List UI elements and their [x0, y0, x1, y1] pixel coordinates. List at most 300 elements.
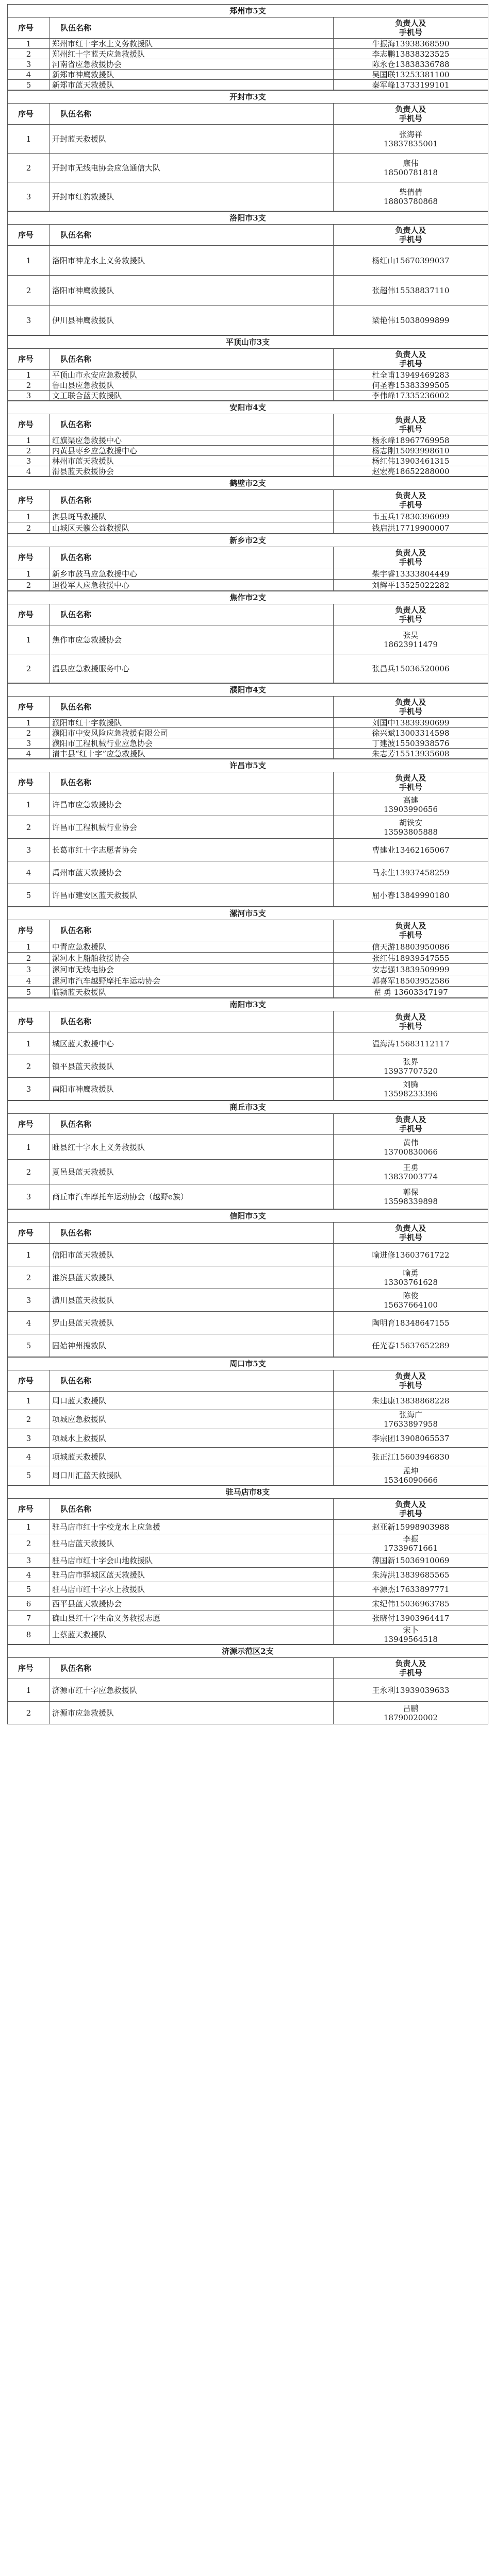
- section-table: [7, 534, 488, 591]
- contact-info: 张正江15603946830: [334, 1448, 488, 1466]
- row-index: 3: [8, 306, 50, 335]
- section-title-row: [8, 759, 488, 772]
- team-name: 伊川县神鹰救援队: [50, 306, 334, 335]
- table-row: [8, 1289, 488, 1312]
- header-index: 序号: [8, 697, 50, 718]
- table-row: [8, 276, 488, 306]
- team-name: 开封市无线电协会应急通信大队: [50, 154, 334, 182]
- team-name: 驻马店蓝天救援队: [50, 1534, 334, 1553]
- section-title: 洛阳市3支: [8, 212, 488, 225]
- row-index: 1: [8, 1520, 50, 1534]
- table-row: [8, 306, 488, 335]
- row-index: 6: [8, 1597, 50, 1611]
- team-name: 平顶山市永安应急救援队: [50, 370, 334, 380]
- table-row: [8, 49, 488, 59]
- table-row: [8, 380, 488, 391]
- row-index: 2: [8, 1266, 50, 1289]
- section-title-row: [8, 336, 488, 349]
- section-title-row: [8, 1486, 488, 1499]
- contact-info: 张晓付13903964417: [334, 1611, 488, 1625]
- row-index: 4: [8, 749, 50, 759]
- header-contact: 负责人及 手机号: [334, 697, 488, 718]
- team-name: 开封市红豹救援队: [50, 182, 334, 211]
- header-contact: 负责人及 手机号: [334, 1499, 488, 1520]
- row-index: 3: [8, 59, 50, 70]
- row-index: 2: [8, 1410, 50, 1429]
- contact-info: 赵宏亮18652288000: [334, 466, 488, 477]
- row-index: 1: [8, 125, 50, 154]
- contact-info: 赵亚新15998903988: [334, 1520, 488, 1534]
- row-index: 4: [8, 1448, 50, 1466]
- contact-info: 柴宇睿13333804449: [334, 568, 488, 580]
- table-row: [8, 182, 488, 211]
- table-row: [8, 1534, 488, 1553]
- team-name: 滑县蓝天救援协会: [50, 466, 334, 477]
- row-index: 2: [8, 654, 50, 683]
- header-contact: 负责人及 手机号: [334, 547, 488, 568]
- contact-info: 曹建业13462165067: [334, 839, 488, 861]
- table-row: [8, 125, 488, 154]
- row-index: 2: [8, 728, 50, 738]
- team-name: 许昌市建安区蓝天救援队: [50, 884, 334, 907]
- header-index: 序号: [8, 1370, 50, 1392]
- header-index: 序号: [8, 104, 50, 125]
- contact-info: 李伟峰17335236002: [334, 391, 488, 401]
- team-name: 河南省应急救援协会: [50, 59, 334, 70]
- contact-info: 康伟 18500781818: [334, 154, 488, 182]
- team-name: 内黄县枣乡应急救援中心: [50, 446, 334, 456]
- table-row: [8, 1568, 488, 1582]
- table-row: [8, 1334, 488, 1357]
- row-index: 5: [8, 1466, 50, 1485]
- contact-info: 温海涛15683112117: [334, 1032, 488, 1055]
- row-index: 4: [8, 70, 50, 80]
- table-row: [8, 1466, 488, 1485]
- header-index: 序号: [8, 1223, 50, 1244]
- section-table: [7, 401, 488, 477]
- header-contact: 负责人及 手机号: [334, 1370, 488, 1392]
- team-name: 驻马店市驿城区蓝天救援队: [50, 1568, 334, 1582]
- section-title: 驻马店市8支: [8, 1486, 488, 1499]
- contact-info: 梁艳伟15038099899: [334, 306, 488, 335]
- row-index: 1: [8, 39, 50, 49]
- header-contact: 负责人及 手机号: [334, 1011, 488, 1032]
- team-name: 漯河水上船舶救援协会: [50, 953, 334, 964]
- header-row: [8, 1370, 488, 1392]
- contact-info: 张界 13937707520: [334, 1055, 488, 1078]
- row-index: 3: [8, 182, 50, 211]
- team-name: 濮阳市中安风险应急救援有限公司: [50, 728, 334, 738]
- row-index: 3: [8, 839, 50, 861]
- team-name: 许昌市应急救援协会: [50, 793, 334, 816]
- section-title: 济源示范区2支: [8, 1645, 488, 1658]
- document-page: [7, 4, 488, 1724]
- contact-info: 牛振海13938368590: [334, 39, 488, 49]
- team-name: 濮阳市红十字救援队: [50, 718, 334, 728]
- table-row: [8, 1184, 488, 1209]
- team-name: 新乡市鼓马应急救援中心: [50, 568, 334, 580]
- row-index: 1: [8, 511, 50, 522]
- team-name: 潢川县蓝天救援队: [50, 1289, 334, 1312]
- header-contact: 负责人及 手机号: [334, 1658, 488, 1679]
- table-row: [8, 625, 488, 654]
- team-name: 淇县斑马救援队: [50, 511, 334, 522]
- team-name: 郑州市红十字水上义务救援队: [50, 39, 334, 49]
- header-row: [8, 1011, 488, 1032]
- team-name: 周口蓝天救援队: [50, 1392, 334, 1410]
- contact-info: 李宗团13908065537: [334, 1429, 488, 1448]
- table-row: [8, 39, 488, 49]
- section-title-row: [8, 212, 488, 225]
- table-row: [8, 1055, 488, 1078]
- row-index: 3: [8, 1184, 50, 1209]
- table-row: [8, 1244, 488, 1266]
- header-contact: 负责人及 手机号: [334, 414, 488, 435]
- header-team: 队伍名称: [50, 1499, 334, 1520]
- table-row: [8, 1312, 488, 1334]
- team-name: 新郑市神鹰救援队: [50, 70, 334, 80]
- table-row: [8, 1032, 488, 1055]
- row-index: 1: [8, 1135, 50, 1160]
- contact-info: 吴国联13253381100: [334, 70, 488, 80]
- table-row: [8, 839, 488, 861]
- contact-info: 胡铁安 13593805888: [334, 816, 488, 839]
- table-row: [8, 70, 488, 80]
- table-row: [8, 749, 488, 759]
- team-name: 项城水上救援队: [50, 1429, 334, 1448]
- header-row: [8, 1114, 488, 1135]
- header-team: 队伍名称: [50, 697, 334, 718]
- table-row: [8, 1078, 488, 1100]
- team-name: 林州市蓝天救援队: [50, 456, 334, 466]
- row-index: 1: [8, 246, 50, 276]
- team-name: 郑州红十字蓝天应急救援队: [50, 49, 334, 59]
- section-title-row: [8, 534, 488, 547]
- contact-info: 丁建波15503938576: [334, 738, 488, 749]
- table-row: [8, 456, 488, 466]
- section-table: [7, 683, 488, 759]
- team-name: 固始神州搜救队: [50, 1334, 334, 1357]
- row-index: 2: [8, 380, 50, 391]
- team-name: 洛阳市神鹰救援队: [50, 276, 334, 306]
- contact-info: 宋纪伟15036963785: [334, 1597, 488, 1611]
- row-index: 2: [8, 1534, 50, 1553]
- team-name: 漯河市无线电协会: [50, 964, 334, 975]
- team-name: 驻马店市红十字会山地救援队: [50, 1553, 334, 1568]
- row-index: 1: [8, 718, 50, 728]
- header-contact: 负责人及 手机号: [334, 1223, 488, 1244]
- team-name: 上蔡蓝天救援队: [50, 1625, 334, 1645]
- row-index: 5: [8, 1334, 50, 1357]
- row-index: 1: [8, 625, 50, 654]
- contact-info: 钱启洪17719900007: [334, 522, 488, 534]
- table-row: [8, 1266, 488, 1289]
- section-title-row: [8, 477, 488, 490]
- row-index: 1: [8, 941, 50, 953]
- section-table: [7, 998, 488, 1100]
- row-index: 7: [8, 1611, 50, 1625]
- header-index: 序号: [8, 18, 50, 39]
- contact-info: 高建 13903990656: [334, 793, 488, 816]
- contact-info: 秦军峰13733199101: [334, 80, 488, 90]
- contact-info: 喻勇 13303761628: [334, 1266, 488, 1289]
- header-row: [8, 604, 488, 625]
- team-name: 中青应急救援队: [50, 941, 334, 953]
- contact-info: 薄国新15036910069: [334, 1553, 488, 1568]
- contact-info: 张海祥 13837835001: [334, 125, 488, 154]
- section-title: 鹤壁市2支: [8, 477, 488, 490]
- row-index: 2: [8, 522, 50, 534]
- table-row: [8, 953, 488, 964]
- table-row: [8, 1702, 488, 1724]
- section-table: [7, 1485, 488, 1645]
- team-name: 鲁山县应急救援队: [50, 380, 334, 391]
- contact-info: 吕鹏 18790020002: [334, 1702, 488, 1724]
- team-name: 退役军人应急救援中心: [50, 580, 334, 591]
- contact-info: 黄伟 13700830066: [334, 1135, 488, 1160]
- row-index: 2: [8, 1160, 50, 1184]
- header-team: 队伍名称: [50, 604, 334, 625]
- header-row: [8, 1223, 488, 1244]
- section-title: 周口市5支: [8, 1358, 488, 1370]
- table-row: [8, 80, 488, 90]
- header-index: 序号: [8, 414, 50, 435]
- team-name: 西平县蓝天救援协会: [50, 1597, 334, 1611]
- table-row: [8, 446, 488, 456]
- contact-info: 刘辉平13525022282: [334, 580, 488, 591]
- row-index: 3: [8, 1078, 50, 1100]
- row-index: 4: [8, 861, 50, 884]
- table-row: [8, 1582, 488, 1597]
- table-row: [8, 435, 488, 446]
- team-name: 夏邑县蓝天救援队: [50, 1160, 334, 1184]
- row-index: 2: [8, 580, 50, 591]
- table-row: [8, 246, 488, 276]
- row-index: 1: [8, 435, 50, 446]
- header-contact: 负责人及 手机号: [334, 104, 488, 125]
- contact-info: 朱志芳15513935608: [334, 749, 488, 759]
- row-index: 5: [8, 884, 50, 907]
- section-title-row: [8, 1210, 488, 1223]
- row-index: 2: [8, 446, 50, 456]
- table-row: [8, 1410, 488, 1429]
- header-contact: 负责人及 手机号: [334, 490, 488, 511]
- contact-info: 杨红伟13903461315: [334, 456, 488, 466]
- row-index: 3: [8, 738, 50, 749]
- table-row: [8, 1160, 488, 1184]
- row-index: 1: [8, 1032, 50, 1055]
- row-index: 1: [8, 370, 50, 380]
- team-name: 驻马店市红十字校龙水上应急援: [50, 1520, 334, 1534]
- header-index: 序号: [8, 490, 50, 511]
- contact-info: 杨红山15670399037: [334, 246, 488, 276]
- header-index: 序号: [8, 1011, 50, 1032]
- row-index: 4: [8, 1568, 50, 1582]
- header-index: 序号: [8, 920, 50, 941]
- team-name: 临颍蓝天救援队: [50, 987, 334, 998]
- table-row: [8, 861, 488, 884]
- section-table: [7, 591, 488, 683]
- team-name: 信阳市蓝天救援队: [50, 1244, 334, 1266]
- row-index: 1: [8, 1392, 50, 1410]
- contact-info: 张海广 17633897958: [334, 1410, 488, 1429]
- header-team: 队伍名称: [50, 547, 334, 568]
- row-index: 1: [8, 1244, 50, 1266]
- table-row: [8, 1553, 488, 1568]
- team-name: 项城应急救援队: [50, 1410, 334, 1429]
- team-name: 洛阳市神龙水上义务救援队: [50, 246, 334, 276]
- table-row: [8, 1448, 488, 1466]
- row-index: 3: [8, 1289, 50, 1312]
- header-index: 序号: [8, 772, 50, 793]
- header-row: [8, 547, 488, 568]
- contact-info: 任光春15637652289: [334, 1334, 488, 1357]
- table-row: [8, 718, 488, 728]
- contact-info: 徐兴斌13003314598: [334, 728, 488, 738]
- section-title: 南阳市3支: [8, 998, 488, 1011]
- section-title-row: [8, 591, 488, 604]
- header-index: 序号: [8, 349, 50, 370]
- header-contact: 负责人及 手机号: [334, 1114, 488, 1135]
- header-team: 队伍名称: [50, 18, 334, 39]
- contact-info: 翟 勇 13603347197: [334, 987, 488, 998]
- header-team: 队伍名称: [50, 920, 334, 941]
- header-row: [8, 18, 488, 39]
- section-title: 焦作市2支: [8, 591, 488, 604]
- row-index: 1: [8, 568, 50, 580]
- table-row: [8, 522, 488, 534]
- row-index: 5: [8, 1582, 50, 1597]
- section-table: [7, 1209, 488, 1357]
- table-row: [8, 738, 488, 749]
- table-row: [8, 154, 488, 182]
- row-index: 2: [8, 816, 50, 839]
- section-table: [7, 90, 488, 211]
- header-team: 队伍名称: [50, 414, 334, 435]
- contact-info: 郭喜军18503952586: [334, 975, 488, 987]
- section-title-row: [8, 684, 488, 697]
- section-table: [7, 477, 488, 534]
- header-row: [8, 1499, 488, 1520]
- team-name: 确山县红十字生命义务救援志愿: [50, 1611, 334, 1625]
- header-team: 队伍名称: [50, 225, 334, 246]
- table-row: [8, 1679, 488, 1702]
- contact-info: 张超伟15538837110: [334, 276, 488, 306]
- header-contact: 负责人及 手机号: [334, 604, 488, 625]
- team-name: 焦作市应急救援协会: [50, 625, 334, 654]
- team-name: 驻马店市红十字水上救援队: [50, 1582, 334, 1597]
- contact-info: 杜全甫13949469283: [334, 370, 488, 380]
- contact-info: 杨志刚15093998610: [334, 446, 488, 456]
- section-table: [7, 1645, 488, 1724]
- table-row: [8, 975, 488, 987]
- header-team: 队伍名称: [50, 772, 334, 793]
- table-row: [8, 1625, 488, 1645]
- team-name: 许昌市工程机械行业协会: [50, 816, 334, 839]
- section-title-row: [8, 1358, 488, 1370]
- header-row: [8, 414, 488, 435]
- table-row: [8, 987, 488, 998]
- table-row: [8, 1135, 488, 1160]
- contact-info: 刘国中13839390699: [334, 718, 488, 728]
- section-title: 商丘市3支: [8, 1101, 488, 1114]
- section-table: [7, 1357, 488, 1485]
- row-index: 2: [8, 49, 50, 59]
- header-team: 队伍名称: [50, 1658, 334, 1679]
- contact-info: 杨永峰18967769958: [334, 435, 488, 446]
- section-table: [7, 211, 488, 335]
- section-table: [7, 907, 488, 998]
- section-title-row: [8, 5, 488, 18]
- contact-info: 王永利13939039633: [334, 1679, 488, 1702]
- row-index: 3: [8, 1429, 50, 1448]
- table-row: [8, 1611, 488, 1625]
- row-index: 2: [8, 1055, 50, 1078]
- team-name: 睢县红十字水上义务救援队: [50, 1135, 334, 1160]
- table-row: [8, 580, 488, 591]
- team-name: 红旗渠应急救援中心: [50, 435, 334, 446]
- section-title-row: [8, 907, 488, 920]
- contact-info: 信天游18803950086: [334, 941, 488, 953]
- section-title: 安阳市4支: [8, 401, 488, 414]
- contact-info: 陈永仓13838336788: [334, 59, 488, 70]
- contact-info: 张昌兵15036520006: [334, 654, 488, 683]
- section-table: [7, 1100, 488, 1209]
- contact-info: 郭保 13598339898: [334, 1184, 488, 1209]
- table-row: [8, 816, 488, 839]
- header-index: 序号: [8, 1114, 50, 1135]
- section-table: [7, 335, 488, 401]
- contact-info: 朱涛洪13839685565: [334, 1568, 488, 1582]
- table-row: [8, 964, 488, 975]
- section-title: 开封市3支: [8, 91, 488, 104]
- row-index: 5: [8, 987, 50, 998]
- team-name: 南阳市神鹰救援队: [50, 1078, 334, 1100]
- row-index: 4: [8, 466, 50, 477]
- header-row: [8, 225, 488, 246]
- header-contact: 负责人及 手机号: [334, 18, 488, 39]
- header-row: [8, 697, 488, 718]
- table-row: [8, 941, 488, 953]
- contact-info: 李振 17339671661: [334, 1534, 488, 1553]
- row-index: 3: [8, 391, 50, 401]
- section-title: 信阳市5支: [8, 1210, 488, 1223]
- team-name: 濮阳市工程机械行业应急协会: [50, 738, 334, 749]
- header-row: [8, 772, 488, 793]
- team-name: 周口川汇蓝天救援队: [50, 1466, 334, 1485]
- team-name: 项城蓝天救援队: [50, 1448, 334, 1466]
- header-contact: 负责人及 手机号: [334, 349, 488, 370]
- team-name: 济源市应急救援队: [50, 1702, 334, 1724]
- section-title: 濮阳市4支: [8, 684, 488, 697]
- team-name: 淮滨县蓝天救援队: [50, 1266, 334, 1289]
- team-name: 温县应急救援服务中心: [50, 654, 334, 683]
- row-index: 3: [8, 456, 50, 466]
- table-row: [8, 793, 488, 816]
- header-team: 队伍名称: [50, 1223, 334, 1244]
- header-index: 序号: [8, 604, 50, 625]
- contact-info: 张昊 18623911479: [334, 625, 488, 654]
- section-title-row: [8, 1645, 488, 1658]
- header-contact: 负责人及 手机号: [334, 225, 488, 246]
- table-row: [8, 654, 488, 683]
- header-team: 队伍名称: [50, 1011, 334, 1032]
- row-index: 4: [8, 1312, 50, 1334]
- contact-info: 孟坤 15346090666: [334, 1466, 488, 1485]
- table-row: [8, 568, 488, 580]
- row-index: 2: [8, 154, 50, 182]
- header-team: 队伍名称: [50, 104, 334, 125]
